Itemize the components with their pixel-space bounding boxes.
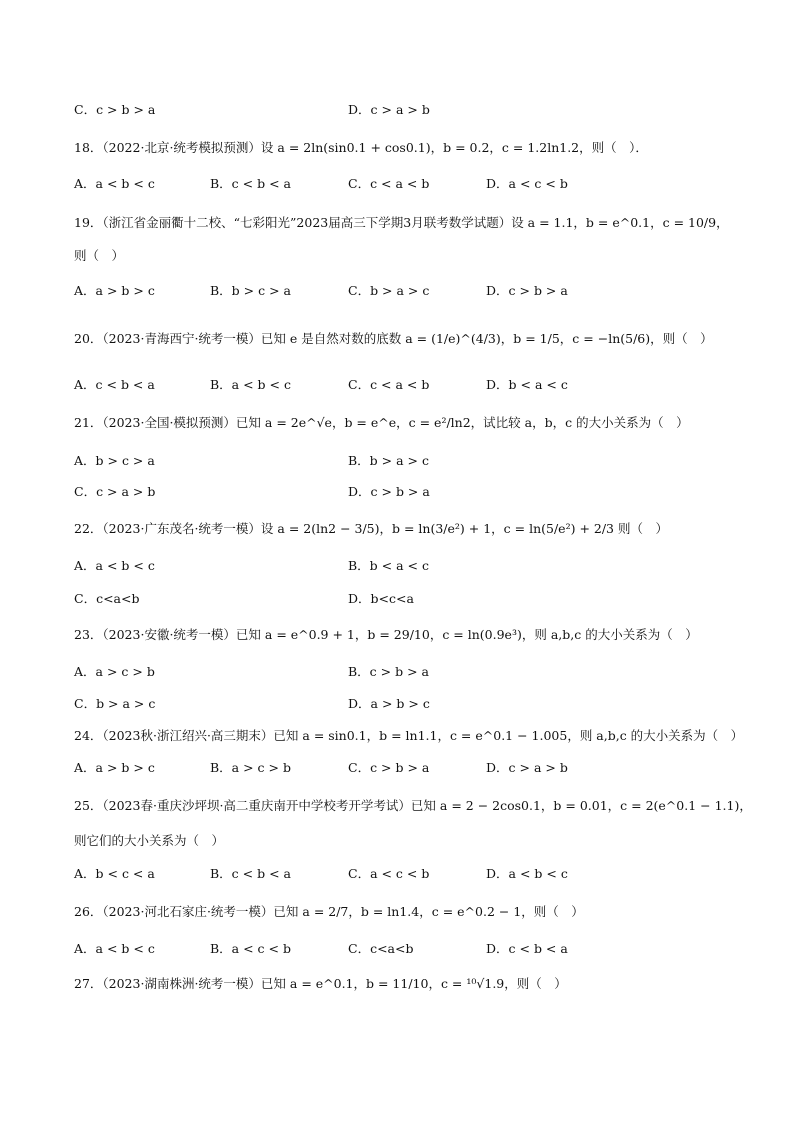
q20-stem: 20．（2023·青海西宁·统考一模）已知 e 是自然对数的底数 a = (1/e)^(4/3)，b = 1/5，c = −ln(5/6)，则（ ） bbox=[74, 331, 713, 346]
q24-options bbox=[74, 757, 714, 779]
q19-option-c: C．b > a > c bbox=[348, 283, 430, 298]
q25-stem-cont: 则它们的大小关系为（ ） bbox=[74, 833, 225, 848]
q22-options-row1 bbox=[74, 555, 714, 577]
q19-stem-cont: 则（ ） bbox=[74, 248, 125, 263]
q22-stem: 22．（2023·广东茂名·统考一模）设 a = 2(ln2 − 3/5)，b = ln(3/e²) + 1，c = ln(5/e²) + 2/3 则（ ） bbox=[74, 521, 668, 536]
q24-option-b: B．a > c > b bbox=[210, 760, 291, 775]
q25-stem: 25．（2023春·重庆沙坪坝·高二重庆南开中学校考开学考试）已知 a = 2 − 2cos0.1，b = 0.01，c = 2(e^0.1 − 1.1)， bbox=[74, 798, 752, 813]
q23-option-c: C．b > a > c bbox=[74, 696, 156, 711]
q17-option-c: C．c > b > a bbox=[74, 102, 156, 117]
q19-option-d: D．c > b > a bbox=[486, 283, 568, 298]
q24-option-a: A．a > b > c bbox=[74, 760, 155, 775]
q19-option-b: B．b > c > a bbox=[210, 283, 291, 298]
q19-option-a: A．a > b > c bbox=[74, 283, 155, 298]
q25-option-c: C．a < c < b bbox=[348, 866, 430, 881]
q23-option-b: B．c > b > a bbox=[348, 664, 429, 679]
q24-stem: 24．（2023秋·浙江绍兴·高三期末）已知 a = sin0.1，b = ln1.1，c = e^0.1 − 1.005，则 a,b,c 的大小关系为（ ） bbox=[74, 728, 744, 743]
q26-option-d: D．c < b < a bbox=[486, 941, 568, 956]
q23-options-row2 bbox=[74, 693, 714, 715]
q26-option-b: B．a < c < b bbox=[210, 941, 291, 956]
q18-options bbox=[74, 173, 714, 195]
q18-stem: 18．（2022·北京·统考模拟预测）设 a = 2ln(sin0.1 + cos0.1)，b = 0.2，c = 1.2ln1.2，则（ ）． bbox=[74, 140, 648, 155]
q18-option-d: D．a < c < b bbox=[486, 176, 568, 191]
q20-option-d: D．b < a < c bbox=[486, 377, 568, 392]
q21-option-c: C．c > a > b bbox=[74, 484, 156, 499]
q19-options bbox=[74, 280, 714, 302]
q21-stem: 21．（2023·全国·模拟预测）已知 a = 2e^√e，b = e^e，c = e²/ln2，试比较 a，b，c 的大小关系为（ ） bbox=[74, 415, 689, 430]
q24-option-c: C．c > b > a bbox=[348, 760, 430, 775]
q17-options bbox=[74, 99, 714, 121]
q25-option-b: B．c < b < a bbox=[210, 866, 291, 881]
q21-options-row1 bbox=[74, 450, 714, 472]
q21-options-row2 bbox=[74, 481, 714, 503]
q25-options bbox=[74, 863, 714, 885]
q18-option-a: A．a < b < c bbox=[74, 176, 155, 191]
q25-option-a: A．b < c < a bbox=[74, 866, 155, 881]
q22-option-d: D．b<c<a bbox=[348, 591, 414, 606]
q19-stem: 19．（浙江省金丽衢十二校、“七彩阳光”2023届高三下学期3月联考数学试题）设 a = 1.1，b = e^0.1，c = 10/9， bbox=[74, 215, 729, 230]
q23-option-a: A．a > c > b bbox=[74, 664, 155, 679]
q23-options-row1 bbox=[74, 661, 714, 683]
q27-stem: 27．（2023·湖南株洲·统考一模）已知 a = e^0.1，b = 11/10，c = ¹⁰√1.9，则（ ） bbox=[74, 976, 567, 991]
q22-option-b: B．b < a < c bbox=[348, 558, 429, 573]
q18-option-b: B．c < b < a bbox=[210, 176, 291, 191]
q26-option-c: C．c<a<b bbox=[348, 941, 414, 956]
q20-option-c: C．c < a < b bbox=[348, 377, 430, 392]
q21-option-d: D．c > b > a bbox=[348, 484, 430, 499]
q23-option-d: D．a > b > c bbox=[348, 696, 430, 711]
q22-options-row2 bbox=[74, 588, 714, 610]
q26-options bbox=[74, 938, 714, 960]
q18-option-c: C．c < a < b bbox=[348, 176, 430, 191]
q24-option-d: D．c > a > b bbox=[486, 760, 568, 775]
q21-option-b: B．b > a > c bbox=[348, 453, 429, 468]
q20-options bbox=[74, 374, 714, 396]
q20-option-b: B．a < b < c bbox=[210, 377, 291, 392]
q26-stem: 26．（2023·河北石家庄·统考一模）已知 a = 2/7，b = ln1.4，c = e^0.2 − 1，则（ ） bbox=[74, 904, 584, 919]
q20-option-a: A．c < b < a bbox=[74, 377, 155, 392]
q26-option-a: A．a < b < c bbox=[74, 941, 155, 956]
q22-option-a: A．a < b < c bbox=[74, 558, 155, 573]
q25-option-d: D．a < b < c bbox=[486, 866, 568, 881]
q21-option-a: A．b > c > a bbox=[74, 453, 155, 468]
q22-option-c: C．c<a<b bbox=[74, 591, 140, 606]
q23-stem: 23．（2023·安徽·统考一模）已知 a = e^0.9 + 1，b = 29/10，c = ln(0.9e³)，则 a,b,c 的大小关系为（ ） bbox=[74, 627, 698, 642]
q17-option-d: D．c > a > b bbox=[348, 102, 430, 117]
